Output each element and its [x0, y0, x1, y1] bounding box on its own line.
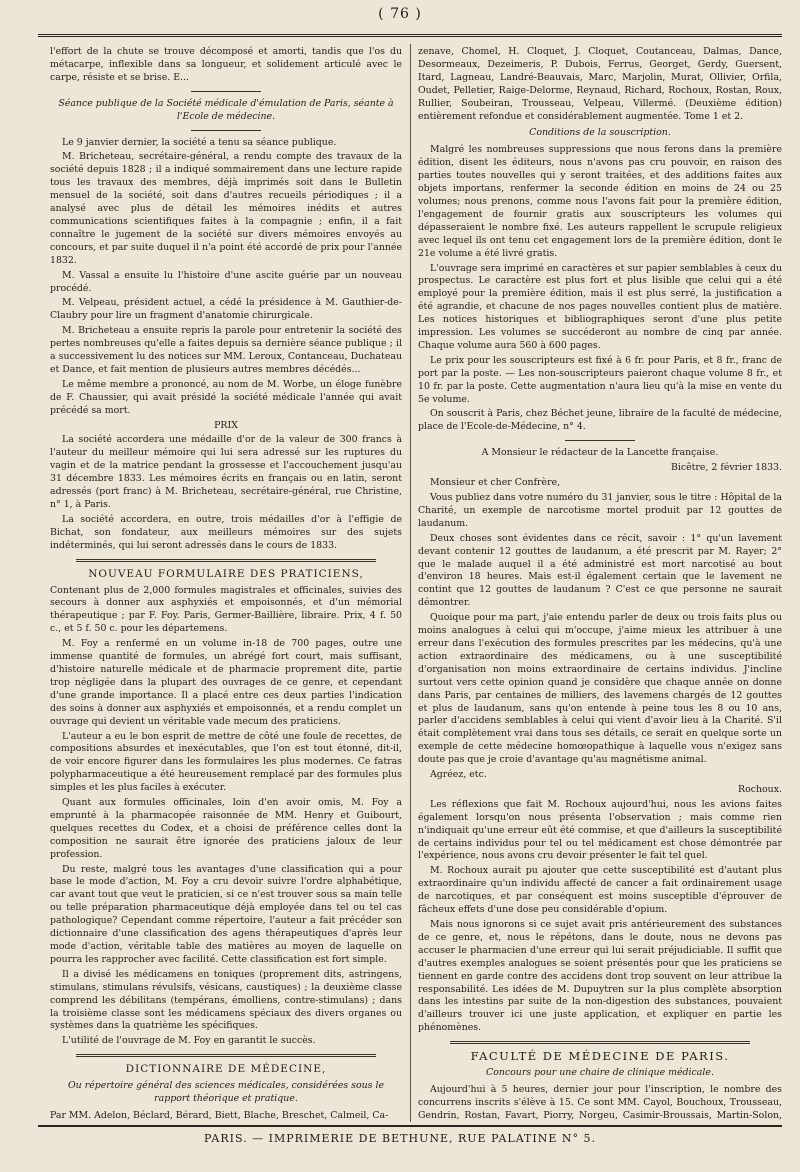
- paragraph: M. Bricheteau, secrétaire-général, a rendu compte des travaux de la société depuis 1828 ; il a indiqué sommairement dans une lecture rapide tous les travaux des membres, déjà imprimés soit dans le Bulletin mensuel de la société, soit dans d'autres recueils périodiques ; il a analysé avec plus de détail les mémoires inédits et autres communications scientifiques faites à la compagnie ; enfin, il a fait connaître le jugement de la société sur divers mémoires envoyés au concours, et par suite duquel il n'a point été accordé de prix pour l'année 1832.: [50, 151, 402, 266]
- header-rule: [38, 34, 782, 37]
- paragraph: L'auteur a eu le bon esprit de mettre de côté une foule de recettes, de compositions absurdes et inexécutables, que l'on est tout étonné, dit-il, de voir encore figurer dans les formulaires les plus modernes. Ce fatras polypharmaceutique a été heureusement remplacé par des formules plus simples et les plus faciles à exécuter.: [50, 730, 402, 794]
- separator: [76, 1054, 376, 1057]
- paragraph: L'ouvrage sera imprimé en caractères et sur papier semblables à ceux du prospectus. Le caractère est plus fort et plus lisible que celui qui a été employé pour la première édition, mais il est plus serré, la justification a été agrandie, et chacune de nos pages nouvelles contient plus de matière. Les notices historiques et bibliographiques seront d'une plus petite impression. Les volumes se succéderont au nombre de cinq par année. Chaque volume aura 560 à 600 pages.: [418, 262, 782, 351]
- paragraph: M. Rochoux aurait pu ajouter que cette susceptibilité est d'autant plus extraordinaire qu'un individu affecté de cancer a fait ordinairement usage de narcotiques, et par conséquent est moins susceptible d'éprouver de fâcheux effets d'une dose peu considérable d'opium.: [418, 865, 782, 916]
- column-divider: [410, 44, 411, 1122]
- paragraph: Aujourd'hui à 5 heures, dernier jour pour l'inscription, le nombre des concurrens inscrits s'élève à 15. Ce sont MM. Cayol, Bouchoux, Trousseau, Gendrin, Rostan, Favart, Piorry, Norgeu, Casimir-Broussais, Martin-Solon,: [418, 1083, 782, 1121]
- letter-date: Bicêtre, 2 février 1833.: [670, 462, 782, 474]
- paragraph: Par MM. Adelon, Béclard, Bérard, Biett, Blache, Breschet, Calmeil, Ca-: [50, 1109, 389, 1121]
- letter-heading: A Monsieur le rédacteur de la Lancette française.: [481, 447, 719, 459]
- paragraph: Le 9 janvier dernier, la société a tenu sa séance publique.: [62, 136, 337, 148]
- paragraph: Vous publiez dans votre numéro du 31 janvier, sous le titre : Hôpital de la Charité, un exemple de narcotisme mortel produit par 12 gouttes de laudanum.: [418, 492, 782, 529]
- section-subtitle: Ou répertoire général des sciences médicales, considérées sous le rapport théorique et pratique.: [67, 1080, 385, 1105]
- separator: [191, 91, 261, 92]
- footer-rule: [38, 1125, 782, 1127]
- prix-heading: PRIX: [214, 419, 238, 431]
- section-heading-dictionnaire: DICTIONNAIRE DE MÉDECINE,: [125, 1063, 327, 1076]
- paragraph: Le même membre a prononcé, au nom de M. Worbe, un éloge funèbre de F. Chaussier, qui avait présidé la société médicale l'année qui avait précédé sa mort.: [50, 378, 402, 416]
- paragraph: Mais nous ignorons si ce sujet avait pris antérieurement des substances de ce genre, et, nous le répétons, dans le doute, nous ne devons pas accuser le pharmacien d'une erreur qui lui serait préjudiciable. Il suffit que d'autres exemples analogues se soient présentés pour que les praticiens se tiennent en garde contre des accidens dont trop souvent on leur attribue la responsabilité. Les idées de M. Dupuytren sur la plus complète absorption dans les intestins par suite de la non-digestion des substances, pouvaient d'ailleurs trouver ici une juste application, et expliquer en partie les phénomènes.: [418, 919, 782, 1034]
- paragraph: Le prix pour les souscripteurs est fixé à 6 fr. pour Paris, et 8 fr., franc de port par la poste. — Les non-souscripteurs paieront chaque volume 8 fr., et 10 fr. par la poste. Cette augmentation n'aura lieu qu'à la mise en vente du 5e volume.: [418, 354, 782, 405]
- paragraph: La société accordera, en outre, trois médailles d'or à l'effigie de Bichat, son fondateur, aux meilleurs mémoires sur des sujets indéterminés, qui lui seront adressés dans le cours de 1833.: [50, 513, 402, 551]
- section-heading-faculte: FACULTÉ DE MÉDECINE DE PARIS.: [470, 1049, 730, 1064]
- paragraph: Malgré les nombreuses suppressions que nous ferons dans la première édition, disent les éditeurs, nous n'avons pas cru pouvoir, en raison des parties toutes nouvelles qui y seront traitées, et des additions faites aux objets importans, renfermer la seconde édition en moins de 24 ou 25 volumes; nous prenons, comme nous l'avons fait pour la première édition, l'engagement de fournir gratis aux souscripteurs les volumes qui dépasseraient le nombre fixé. Les auteurs rappellent le scrupule religieux avec lequel ils ont tenu cet engagement lors de la première édition, dont le 21e volume a été livré gratis.: [418, 144, 782, 259]
- paragraph: M. Bricheteau a ensuite repris la parole pour entretenir la société des pertes nombreuses qu'elle a faites depuis sa dernière séance publique ; il a successivement lu des notices sur MM. Leroux, Contanceau, Duchateau et Dance, et fait mention de plusieurs autres membres décédés...: [50, 325, 402, 375]
- paragraph: Quoique pour ma part, j'aie entendu parler de deux ou trois faits plus ou moins analogues à celui qui m'occupe, j'aime mieux les attribuer à une erreur dans l'exécution des formules prescrites par les médecins, qu'à une action extraordinaire des médicamens, ou à une susceptibilité d'organisation non moins extraordinaire de certains individus. J'incline surtout vers cette opinion quand je considère que chaque année on donne dans Paris, par centaines de milliers, des lavemens chargés de 12 gouttes et plus de laudanum, sans qu'on entende à peine tous les 8 ou 10 ans, parler d'accidens semblables à celui qui vient d'avoir lieu à la Charité. S'il était complètement vrai dans tous ses détails, ce serait en quelque sorte un exemple de cette médecine homœopathique à laquelle vous n'exigez sans doute pas que je croie d'avantage qu'au magnétisme animal.: [418, 612, 782, 766]
- paragraph: l'effort de la chute se trouve décomposé et amorti, tandis que l'os du métacarpe, inflexible dans sa longueur, et solidement articulé avec le carpe, résiste et se brise. E...: [50, 46, 402, 83]
- paragraph: Les réflexions que fait M. Rochoux aujourd'hui, nous les avions faites également lorsqu'on nous présenta l'observation ; mais comme rien n'indiquait qu'une erreur eût été commise, et que d'ailleurs la susceptibilité de certains individus pour tel ou tel médicament est chose démontrée par l'expérience, nous avons cru devoir présenter le fait tel quel.: [418, 798, 782, 862]
- separator: [565, 440, 635, 441]
- left-column: [50, 46, 402, 1121]
- printer-imprint: PARIS. — IMPRIMERIE DE BETHUNE, RUE PALATINE N° 5.: [204, 1132, 596, 1145]
- separator: [191, 130, 261, 131]
- paragraph: Il a divisé les médicamens en toniques (proprement dits, astringens, stimulans, stimulans révulsifs, vésicans, caustiques) ; la deuxième classe comprend les débilitans (tempérans, émolliens, contre-stimulans) ; dans la troisième classe sont les médicamens spéciaux des divers organes ou systèmes dans la quatrième les spécifiques.: [50, 968, 402, 1032]
- section-subtitle: Concours pour une chaire de clinique médicale.: [486, 1067, 714, 1079]
- letter-closing: Agréez, etc.: [430, 769, 487, 781]
- paragraph: Du reste, malgré tous les avantages d'une classification qui a pour base le mode d'action, M. Foy a cru devoir suivre l'ordre alphabétique, car avant tout que veut le praticien, si ce n'est trouver sous sa main telle ou telle préparation pharmaceutique déjà employée dans tel ou tel cas pathologique? Cependant comme répertoire, l'auteur a fait précéder son dictionnaire d'une classification des agens thérapeutiques d'après leur mode d'action, véritable table des matières au moyen de laquelle on pourra les rapprocher avec facilité. Cette classification est fort simple.: [50, 863, 402, 965]
- page-number: ( 76 ): [378, 6, 422, 22]
- paragraph: Deux choses sont évidentes dans ce récit, savoir : 1° qu'un lavement devant contenir 12 gouttes de laudanum, a été prescrit par M. Rayer; 2° que le malade auquel il a été administré est mort narcotisé au bout d'environ 18 heures. Mais est-il également certain que le lavement ne contint que 12 gouttes de laudanum ? C'est ce que personne ne saurait démontrer.: [418, 532, 782, 609]
- paragraph: Contenant plus de 2,000 formules magistrales et officinales, suivies des secours à donner aux asphyxiés et empoisonnés, et d'un mémorial thérapeutique ; par F. Foy. Paris, Germer-Baillière, libraire. Prix, 4 f. 50 c., et 5 f. 50 c. pour les départemens.: [50, 584, 402, 635]
- letter-signature: Rochoux.: [738, 783, 782, 795]
- paragraph: M. Foy a renfermé en un volume in-18 de 700 pages, outre une immense quantité de formules, un abrégé fort court, mais suffisant, d'histoire naturelle médicale et de pharmacie proprement dite, partie trop négligée dans la plupart des ouvrages de ce genre, et cependant d'une grande importance. Il a placé entre ces deux parties l'indication des soins à donner aux asphyxiés et empoisonnés, et a rendu complet un ouvrage qui devient un véritable vade mecum des praticiens.: [50, 638, 402, 727]
- paragraph: M. Vassal a ensuite lu l'histoire d'une ascite guérie par un nouveau procédé.: [50, 269, 402, 294]
- paragraph: L'utilité de l'ouvrage de M. Foy en garantit le succès.: [62, 1035, 316, 1047]
- right-column: [418, 46, 782, 1121]
- letter-salutation: Monsieur et cher Confrère,: [430, 477, 561, 489]
- paragraph: La société accordera une médaille d'or de la valeur de 300 francs à l'auteur du meilleur mémoire qui lui sera adressé sur les ruptures du vagin et de la matrice pendant la grossesse et l'accouchement jusqu'au 31 décembre 1833. Les mémoires écrits en français ou en latin, seront adressés (port franc) à M. Bricheteau, secrétaire-général, rue Christine, n° 1, à Paris.: [50, 434, 402, 510]
- paragraph: On souscrit à Paris, chez Béchet jeune, libraire de la faculté de médecine, place de l'Ecole-de-Médecine, n° 4.: [418, 408, 782, 433]
- paragraph: Quant aux formules officinales, loin d'en avoir omis, M. Foy a emprunté à la pharmacopée raisonnée de MM. Henry et Guibourt, quelques recettes du Codex, et a choisi de préférence celles dont la composition ne saurait être ignorée des praticiens jaloux de leur profession.: [50, 797, 402, 860]
- paragraph: M. Velpeau, président actuel, a cédé la présidence à M. Gauthier-de-Claubry pour lire un fragment d'anatomie chirurgicale.: [50, 297, 402, 322]
- section-heading-seance: Séance publique de la Société médicale d'émulation de Paris, séante à l'Ecole de médecine.: [58, 97, 394, 122]
- paragraph: zenave, Chomel, H. Cloquet, J. Cloquet, Coutanceau, Dalmas, Dance, Desormeaux, Dezeimeris, P. Dubois, Ferrus, Georget, Gerdy, Guersent, Itard, Lagneau, Landré-Beauvais, Marc, Marjolin, Murat, Ollivier, Orfila, Oudet, Pelletier, Raige-Delorme, Reynaud, Richard, Rochoux, Rostan, Roux, Rullier, Soubeiran, Trousseau, Velpeau, Villermé. (Deuxième édition) entièrement refondue et considérablement augmentée. Tome 1 et 2.: [418, 46, 782, 122]
- separator: [76, 559, 376, 562]
- conditions-heading: Conditions de la souscription.: [529, 127, 671, 139]
- separator: [450, 1041, 750, 1044]
- section-heading-formulaire: NOUVEAU FORMULAIRE DES PRATICIENS,: [88, 567, 364, 580]
